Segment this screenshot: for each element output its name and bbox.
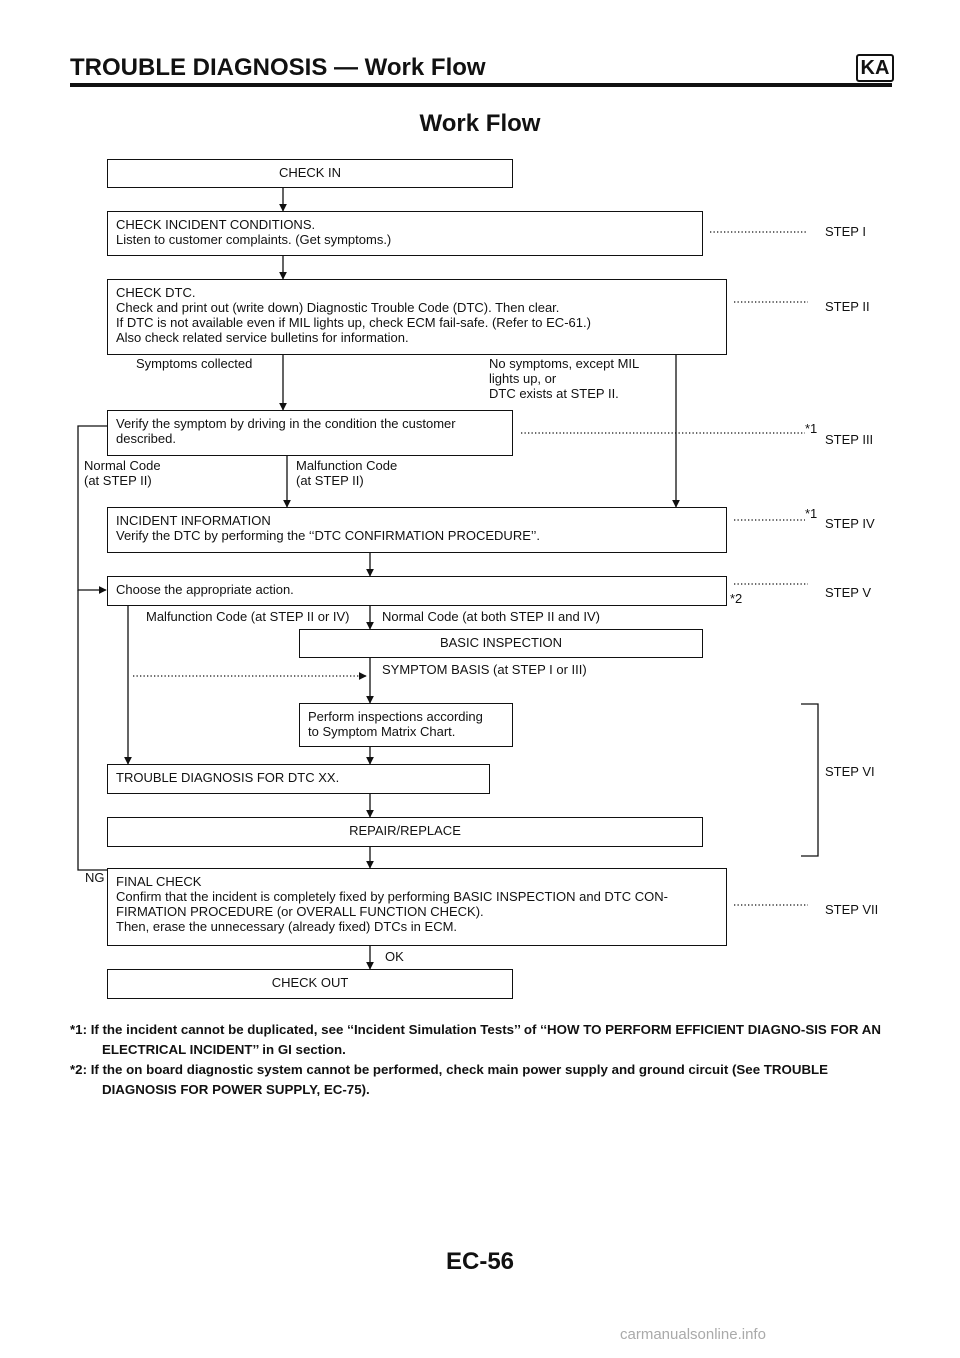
label-malfunction-code: Malfunction Code (at STEP II) bbox=[296, 458, 398, 488]
box-check-in: CHECK IN bbox=[107, 159, 513, 188]
box-basic-inspection: BASIC INSPECTION bbox=[299, 629, 703, 658]
box-incident-conditions: CHECK INCIDENT CONDITIONS. Listen to customer complaints. (Get symptoms.) bbox=[107, 211, 703, 256]
box-perform-inspections: Perform inspections according to Symptom Matrix Chart. bbox=[299, 703, 513, 747]
step-label-3: STEP III bbox=[825, 432, 874, 447]
box-final-check: FINAL CHECK Confirm that the incident is completely fixed by performing BASIC INSPECTION and DTC CON- FIRMATION PROCEDURE (or OVERALL FUNCTION CHECK). Then, erase the unnecessary (already fixed) DTCs in ECM. bbox=[107, 868, 727, 946]
step6-bracket bbox=[801, 704, 818, 856]
label-note2-step5: *2 bbox=[730, 591, 743, 606]
label-symptoms-collected: Symptoms collected bbox=[136, 356, 253, 371]
label-normal-code-step4: Normal Code (at both STEP II and IV) bbox=[382, 609, 600, 624]
arrow-normal-code-loop bbox=[78, 426, 107, 590]
box-check-dtc: CHECK DTC. Check and print out (write down) Diagnostic Trouble Code (DTC). Then clear. If DTC is not available even if MIL lights up, check ECM fail-safe. (Refer to EC-61.) Also check related service bulletins for information. bbox=[107, 279, 727, 355]
page-number: EC-56 bbox=[445, 1248, 515, 1275]
step-label-6: STEP VI bbox=[825, 764, 875, 779]
box-trouble-diagnosis-dtc: TROUBLE DIAGNOSIS FOR DTC XX. bbox=[107, 764, 490, 794]
label-malfunction-code-step4: Malfunction Code (at STEP II or IV) bbox=[146, 609, 350, 624]
watermark: carmanualsonline.info bbox=[620, 1326, 766, 1343]
line-ng-loop bbox=[78, 590, 107, 870]
engine-badge: KA bbox=[856, 54, 894, 82]
step-label-2: STEP II bbox=[825, 299, 870, 314]
step-label-4: STEP IV bbox=[825, 516, 875, 531]
label-note1-step3: *1 bbox=[805, 421, 818, 436]
box-verify-symptom: Verify the symptom by driving in the condition the customer described. bbox=[107, 410, 513, 456]
footnotes bbox=[70, 1020, 892, 1100]
box-check-out: CHECK OUT bbox=[107, 969, 513, 999]
label-ok: OK bbox=[385, 949, 404, 964]
box-incident-information: INCIDENT INFORMATION Verify the DTC by performing the ‘‘DTC CONFIRMATION PROCEDURE’’. bbox=[107, 507, 727, 553]
footnote-2: *2: If the on board diagnostic system cannot be performed, check main power supply and ground circuit (See TROUBLE DIAGNOSIS FOR POWER SUPPLY, EC-75). bbox=[70, 1062, 829, 1097]
step-label-7: STEP VII bbox=[825, 902, 879, 917]
step-label-1: STEP I bbox=[825, 224, 866, 239]
page-title: Work Flow bbox=[419, 110, 541, 137]
label-no-symptoms: No symptoms, except MIL lights up, or DTC exists at STEP II. bbox=[489, 356, 640, 401]
label-normal-code: Normal Code (at STEP II) bbox=[84, 458, 161, 488]
label-note1-step4: *1 bbox=[805, 506, 818, 521]
box-repair-replace: REPAIR/REPLACE bbox=[107, 817, 703, 847]
step-label-5: STEP V bbox=[825, 585, 872, 600]
label-ng: NG bbox=[85, 870, 105, 885]
footnote-1: *1: If the incident cannot be duplicated, see ‘‘Incident Simulation Tests’’ of ‘‘HOW TO PERFORM EFFICIENT DIAGNO-SIS FOR AN ELECTRICAL INCIDENT’’ in GI section. bbox=[70, 1022, 881, 1057]
label-symptom-basis: SYMPTOM BASIS (at STEP I or III) bbox=[382, 662, 587, 677]
box-choose-action: Choose the appropriate action. bbox=[107, 576, 727, 606]
header-title: TROUBLE DIAGNOSIS — Work Flow bbox=[70, 54, 486, 81]
